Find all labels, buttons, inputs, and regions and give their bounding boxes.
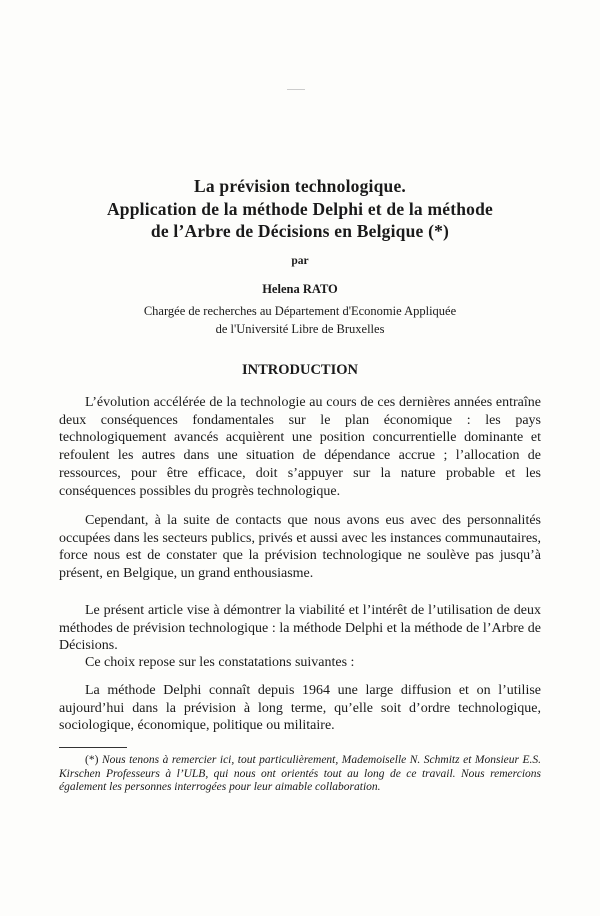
author-name: Helena RATO [262,282,338,296]
body-paragraph: Le présent article vise à démontrer la viabilité et l’intérêt de l’utilisation de deux méthodes de prévision technologique : la méthode Delphi et la méthode de l’Arbre de Décisions. [59,603,541,654]
byline-par: par [291,255,309,267]
author-affiliation-line-2: de l'Université Libre de Bruxelles [215,322,385,336]
article-title-line-2: Application de la méthode Delphi et de la méthode [106,199,494,219]
scan-speck [287,89,305,90]
article-title-line-3: de l’Arbre de Décisions en Belgique (*) [150,221,450,241]
section-heading: INTRODUCTION [241,362,358,378]
footnote [59,754,541,795]
body-paragraph: Cependant, à la suite de contacts que nous avons eus avec des personnalités occupées dans les secteurs publics, privés et aussi avec les instances communautaires, force nous est de constater que la prévision technologique ne soulève pas jusqu’à présent, en Belgique, un grand enthousiasme. [59,513,541,582]
footnote-text: Nous tenons à remercier ici, tout particulièrement, Mademoiselle N. Schmitz et Monsieur E.S. Kirschen Professeurs à l’ULB, qui nous ont orientés tout au long de ce travail. Nous remercions également les personnes interrogées pour leur aimable collaboration. [59,754,542,794]
article-title-line-1: La prévision technologique. [193,176,407,196]
author-affiliation-line-1: Chargée de recherches au Département d'Economie Appliquée [143,304,457,318]
footnote-separator [59,747,127,748]
footnote-mark: (*) [85,754,99,766]
body-paragraph: Ce choix repose sur les constatations suivantes : [85,655,355,670]
body-paragraph: L’évolution accélérée de la technologie au cours de ces dernières années entraîne deux conséquences fondamentales sur le plan économique : les pays technologiquement avancés acquièrent une position concurrentielle dominante et refoulent les autres dans une situation de dépendance accrue ; l’allocation de ressources, pour être efficace, doit s’appuyer sur la nature probable et les conséquences possibles du progrès technologique. [59,395,541,499]
body-paragraph: La méthode Delphi connaît depuis 1964 une large diffusion et on l’utilise aujourd’hui dans la prévision à long terme, qu’elle soit d’ordre technologique, sociologique, économique, politique ou militaire. [59,683,541,734]
